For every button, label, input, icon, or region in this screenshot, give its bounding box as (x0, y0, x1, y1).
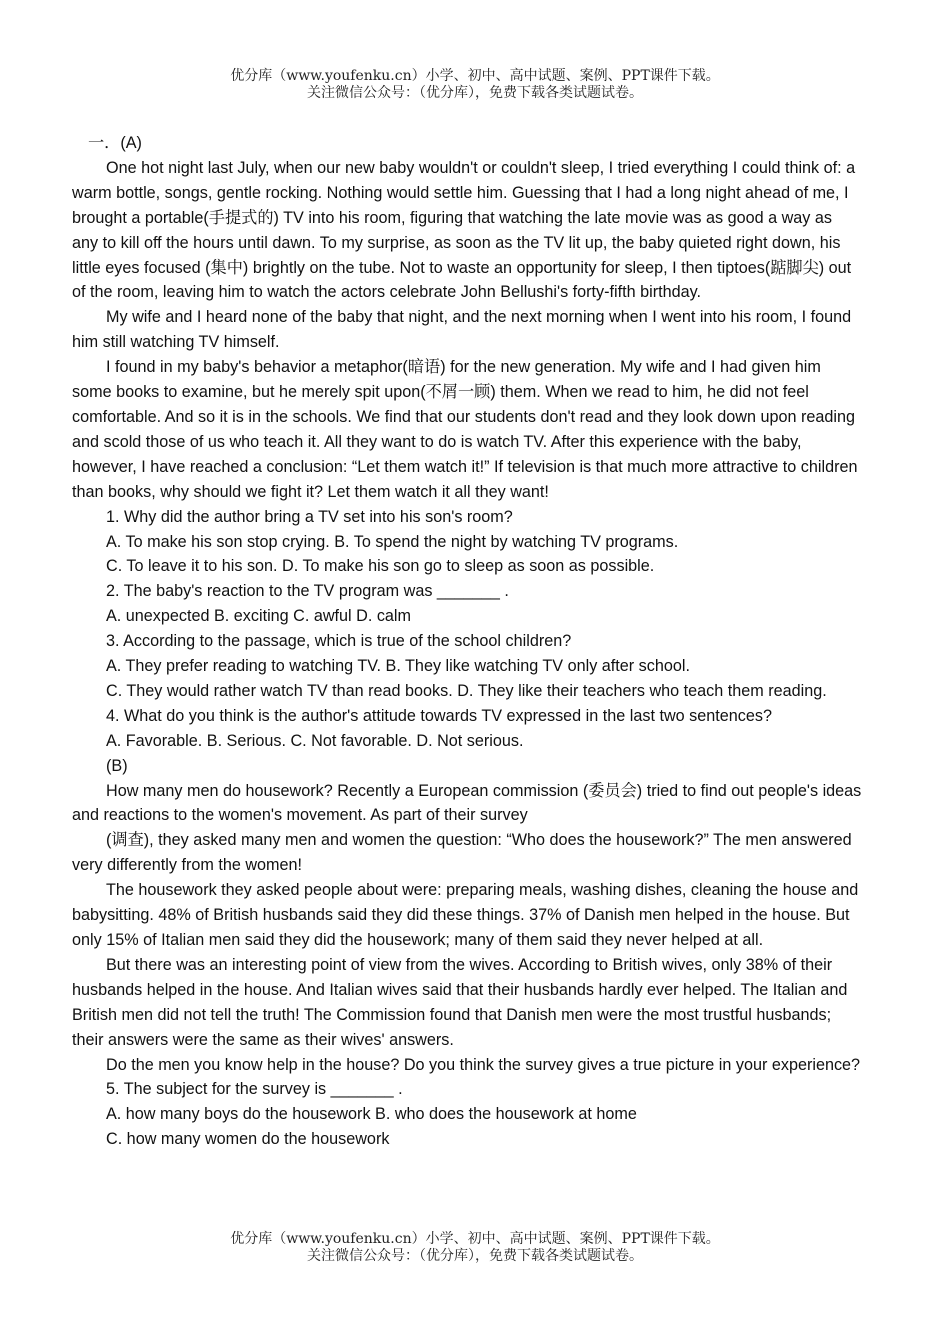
page-header (0, 68, 950, 102)
option-line: A. They prefer reading to watching TV. B. They like watching TV only after school. (106, 657, 690, 676)
footer-line-1: 优分库（www.youfenku.cn）小学、初中、高中试题、案例、PPT课件下载。 (230, 1231, 720, 1247)
option-line: C. They would rather watch TV than read books. D. They like their teachers who teach them reading. (106, 681, 827, 700)
passage-b-paragraph: Do the men you know help in the house? Do you think the survey gives a true picture in your experience? (106, 1055, 861, 1074)
option-line: C. To leave it to his son. D. To make his son go to sleep as soon as possible. (106, 557, 655, 576)
passage-b-paragraph-continued: (调查), they asked many men and women the question: “Who does the housework?” The men answered very differently from the women! (72, 831, 852, 875)
question-line: 4. What do you think is the author's attitude towards TV expressed in the last two sentences? (106, 706, 772, 725)
header-line-1: 优分库（www.youfenku.cn）小学、初中、高中试题、案例、PPT课件下载。 (230, 68, 720, 84)
passage-a-paragraph: My wife and I heard none of the baby that night, and the next morning when I went into his room, I found him still watching TV himself. (72, 308, 852, 352)
question-line: 2. The baby's reaction to the TV program was _______ . (106, 582, 509, 601)
option-line: A. unexpected B. exciting C. awful D. calm (106, 607, 412, 626)
passage-a-paragraph: I found in my baby's behavior a metaphor(暗语) for the new generation. My wife and I had given him some books to examine, but he merely spit upon(不屑一顾) them. When we read to him, he did not feel comfortable. And so it is in the schools. We find that our students don't read and they look down upon reading and scold those of us who teach it. All they want to do is watch TV. After this experience with the baby, however, I have reached a conclusion: “Let them watch it!” If television is that much more attractive to children than books, why should we fight it? Let them watch it all they want! (72, 358, 858, 501)
page-footer (0, 1231, 950, 1265)
document-body (72, 131, 862, 1152)
passage-b-paragraph: How many men do housework? Recently a European commission (委员会) tried to find out people's ideas and reactions to the women's movement. As part of their survey (72, 781, 862, 825)
passage-b-paragraph: But there was an interesting point of view from the wives. According to British wives, only 38% of their husbands helped in the house. And Italian wives said that their husbands hardly ever helped. The Italian and British men did not tell the truth! The Commission found that Danish men were the most trustful husbands; their answers were the same as their wives' answers. (72, 955, 848, 1049)
question-line: 5. The subject for the survey is _______ . (106, 1080, 403, 1099)
footer-line-2: 关注微信公众号：（优分库），免费下载各类试题试卷。 (307, 1248, 643, 1264)
passage-b-paragraph: The housework they asked people about were: preparing meals, washing dishes, cleaning the house and babysitting. 48% of British husbands said they did these things. 37% of Danish men helped in the house. But only 15% of Italian men said they did the housework; many of them said they never helped at all. (72, 881, 859, 949)
section-a-heading: 一．(A) (88, 134, 142, 152)
question-line: 1. Why did the author bring a TV set into his son's room? (106, 507, 513, 526)
option-line: A. how many boys do the housework B. who does the housework at home (106, 1105, 637, 1124)
section-b-heading: (B) (106, 756, 128, 775)
option-line: C. how many women do the housework (106, 1130, 390, 1149)
question-line: 3. According to the passage, which is true of the school children? (106, 632, 572, 651)
header-line-2: 关注微信公众号：（优分库），免费下载各类试题试卷。 (307, 85, 643, 101)
option-line: A. Favorable. B. Serious. C. Not favorable. D. Not serious. (106, 731, 524, 750)
option-line: A. To make his son stop crying. B. To spend the night by watching TV programs. (106, 532, 679, 551)
passage-a-paragraph: One hot night last July, when our new baby wouldn't or couldn't sleep, I tried everything I could think of: a warm bottle, songs, gentle rocking. Nothing would settle him. Guessing that I had a long night ahead of me, I brought a portable(手提式的) TV into his room, figuring that watching the late movie was as good a way as any to kill off the hours until dawn. To my surprise, as soon as the TV lit up, the baby quieted right down, his little eyes focused (集中) brightly on the tube. Not to waste an opportunity for sleep, I then tiptoes(踮脚尖) out of the room, leaving him to watch the actors celebrate John Bellushi's forty-fifth birthday. (72, 158, 856, 302)
